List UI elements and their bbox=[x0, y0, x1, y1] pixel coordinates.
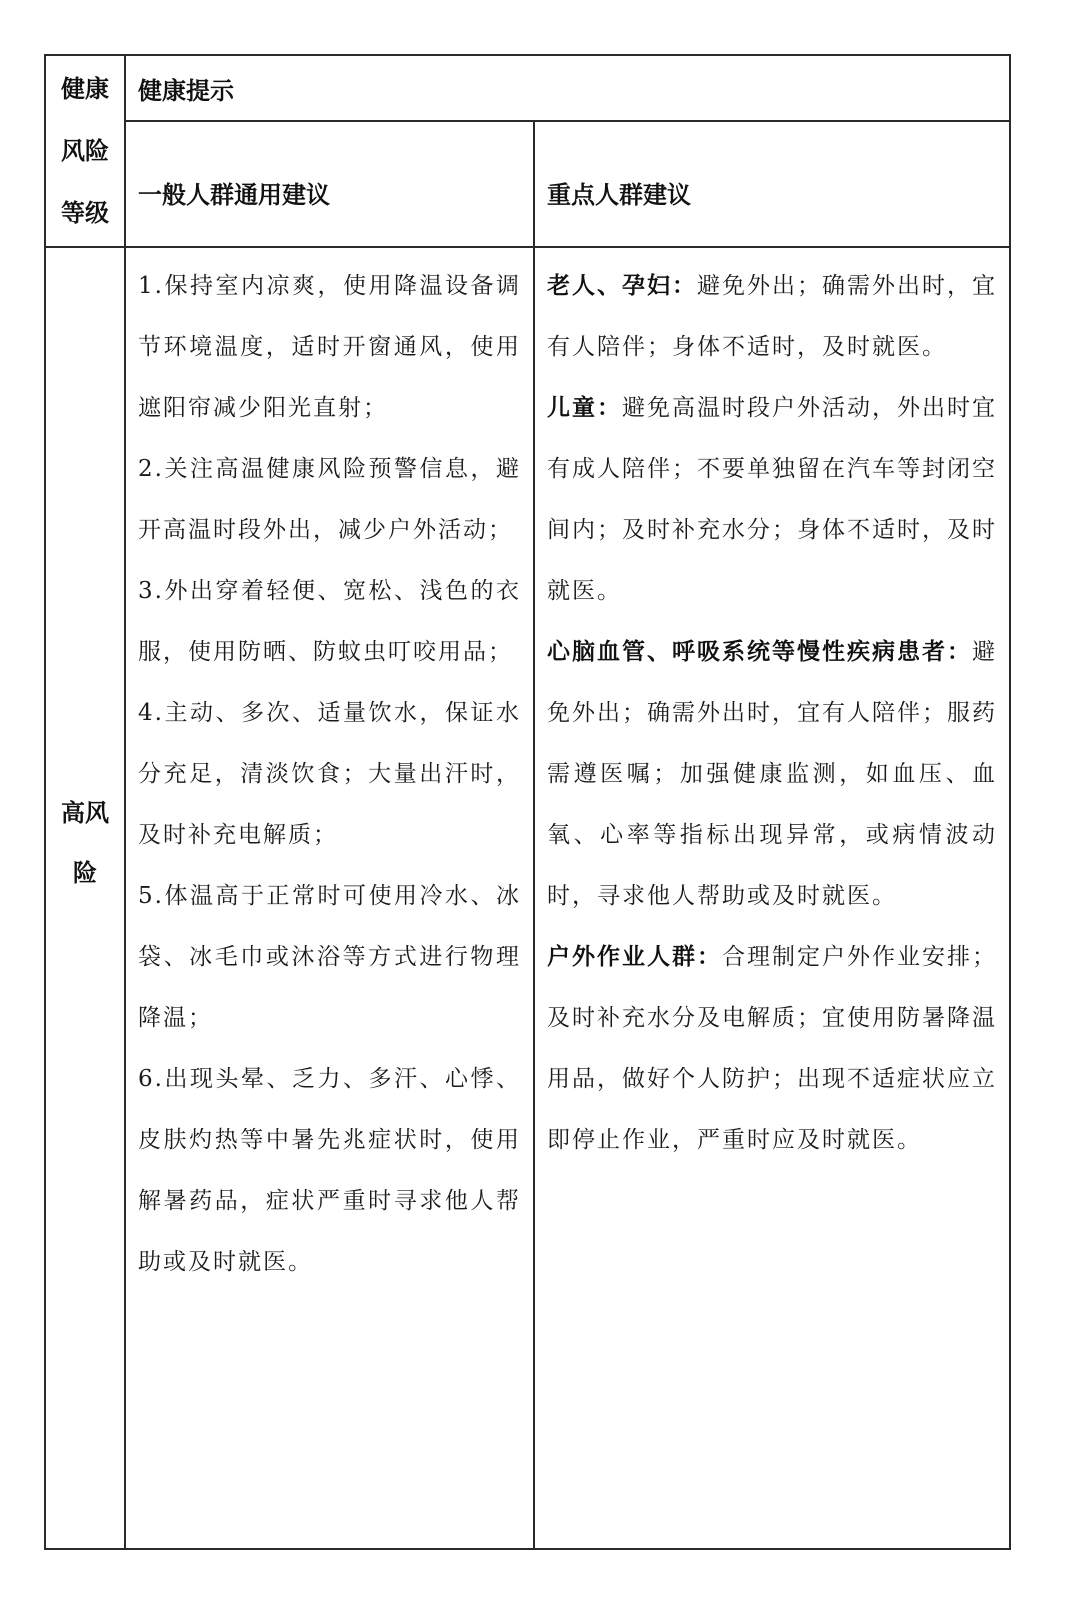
risk-level-header bbox=[45, 55, 125, 247]
key-groups-header-label: 重点人群建议 bbox=[547, 180, 691, 209]
general-advice-header bbox=[125, 121, 534, 247]
key-group-advice: 避免高温时段户外活动，外出时宜有成人陪伴；不要单独留在汽车等封闭空间内；及时补充水分；身体不适时，及时就医。 bbox=[547, 395, 997, 604]
key-group-item bbox=[547, 378, 997, 622]
general-advice-item: 6.出现头晕、乏力、多汗、心悸、皮肤灼热等中暑先兆症状时，使用解暑药品，症状严重时寻求他人帮助或及时就医。 bbox=[138, 1066, 521, 1275]
key-group-advice: 合理制定户外作业安排；及时补充水分及电解质；宜使用防暑降温用品，做好个人防护；出现不适症状应立即停止作业，严重时应及时就医。 bbox=[547, 944, 997, 1153]
health-tips-header-label: 健康提示 bbox=[138, 76, 234, 105]
risk-level-cell bbox=[45, 247, 125, 1549]
key-group-label: 老人、孕妇： bbox=[547, 273, 697, 299]
general-advice-cell bbox=[125, 247, 534, 1549]
general-advice-item: 4.主动、多次、适量饮水，保证水分充足，清淡饮食；大量出汗时，及时补充电解质； bbox=[138, 700, 521, 848]
key-group-item bbox=[547, 256, 997, 378]
risk-level-header-label: 健康风险等级 bbox=[61, 74, 109, 227]
risk-level-value: 高风险 bbox=[61, 799, 109, 887]
key-groups-cell bbox=[534, 247, 1010, 1549]
key-group-advice: 避免外出；确需外出时，宜有人陪伴；身体不适时，及时就医。 bbox=[547, 273, 997, 360]
general-advice-item: 1.保持室内凉爽，使用降温设备调节环境温度，适时开窗通风，使用遮阳帘减少阳光直射； bbox=[138, 273, 521, 421]
general-advice-item: 3.外出穿着轻便、宽松、浅色的衣服，使用防晒、防蚊虫叮咬用品； bbox=[138, 578, 521, 665]
header-row bbox=[45, 55, 1010, 121]
content-row bbox=[45, 247, 1010, 1549]
general-advice-item: 2.关注高温健康风险预警信息，避开高温时段外出，减少户外活动； bbox=[138, 456, 521, 543]
key-groups-header bbox=[534, 121, 1010, 247]
key-group-item bbox=[547, 622, 997, 927]
subheader-row bbox=[45, 121, 1010, 247]
key-group-label: 儿童： bbox=[547, 395, 622, 421]
general-advice-item: 5.体温高于正常时可使用冷水、冰袋、冰毛巾或沐浴等方式进行物理降温； bbox=[138, 883, 521, 1031]
key-group-item bbox=[547, 927, 997, 1171]
key-groups-list bbox=[547, 256, 997, 1171]
key-group-label: 户外作业人群： bbox=[547, 944, 722, 970]
key-group-label: 心脑血管、呼吸系统等慢性疾病患者： bbox=[547, 639, 972, 665]
general-advice-list bbox=[138, 256, 521, 1293]
health-advice-table bbox=[44, 54, 1011, 1550]
health-tips-header bbox=[125, 55, 1010, 121]
general-advice-header-label: 一般人群通用建议 bbox=[138, 180, 330, 209]
key-group-advice: 避免外出；确需外出时，宜有人陪伴；服药需遵医嘱；加强健康监测，如血压、血氧、心率等指标出现异常，或病情波动时，寻求他人帮助或及时就医。 bbox=[547, 639, 997, 909]
